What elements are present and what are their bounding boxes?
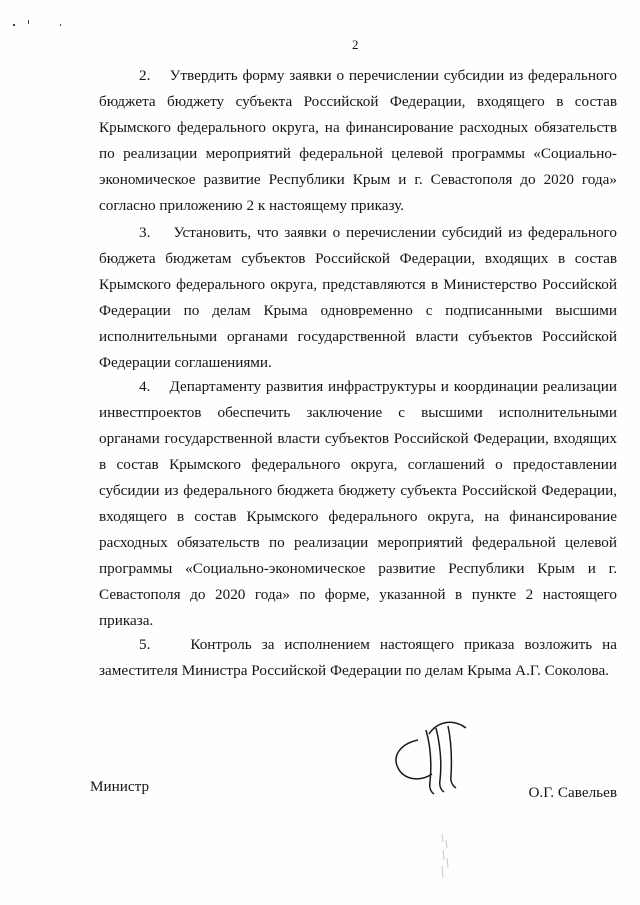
paragraph-2: 2. Утвердить форму заявки о перечислении субсидии из федерального бюджета бюджету субъекта Российской Федерации, входящего в состав Крымского федерального округа, на финансирование расходных обязательств по реализации мероприятий федеральной целевой программы «Социально-экономическое развитие Республики Крым и г. Севастополя до 2020 года» согласно приложению 2 к настоящему приказу. — [99, 67, 617, 214]
scan-speck — [28, 20, 29, 24]
signer-name: О.Г. Савельев — [528, 784, 617, 801]
paragraph-4: 4. Департаменту развития инфраструктуры и координации реализации инвестпроектов обеспечить заключение с высшими исполнительными органами государственной власти субъектов Российской Федерации, входящих в состав Крымского федерального округа, соглашений о предоставлении субсидии из федерального бюджета бюджету субъекта Российской Федерации, входящего в состав Крымского федерального округа, на финансирование расходных обязательств по реализации мероприятий федеральной целевой программы «Социально-экономическое развитие Республики Крым и г. Севастополя до 2020 года» по форме, указанной в пункте 2 настоящего приказа. — [99, 378, 617, 629]
scan-speck — [60, 24, 61, 26]
paragraph-5: 5. Контроль за исполнением настоящего приказа возложить на заместителя Министра Российской Федерации по делам Крыма А.Г. Соколова. — [99, 636, 617, 679]
page-number: 2 — [352, 37, 359, 52]
scan-speck — [13, 24, 15, 26]
paragraph-3: 3. Установить, что заявки о перечислении субсидий из федерального бюджета бюджетам субъектов Российской Федерации, входящих в состав Крымского федерального округа, представляются в Министерство Российской Федерации по делам Крыма одновременно с подписанными высшими исполнительными органами государственной власти субъектов Российской Федерации соглашениями. — [99, 224, 617, 371]
scan-artifact — [439, 832, 451, 880]
signature-block — [90, 778, 617, 802]
signer-title: Министр — [90, 778, 150, 795]
